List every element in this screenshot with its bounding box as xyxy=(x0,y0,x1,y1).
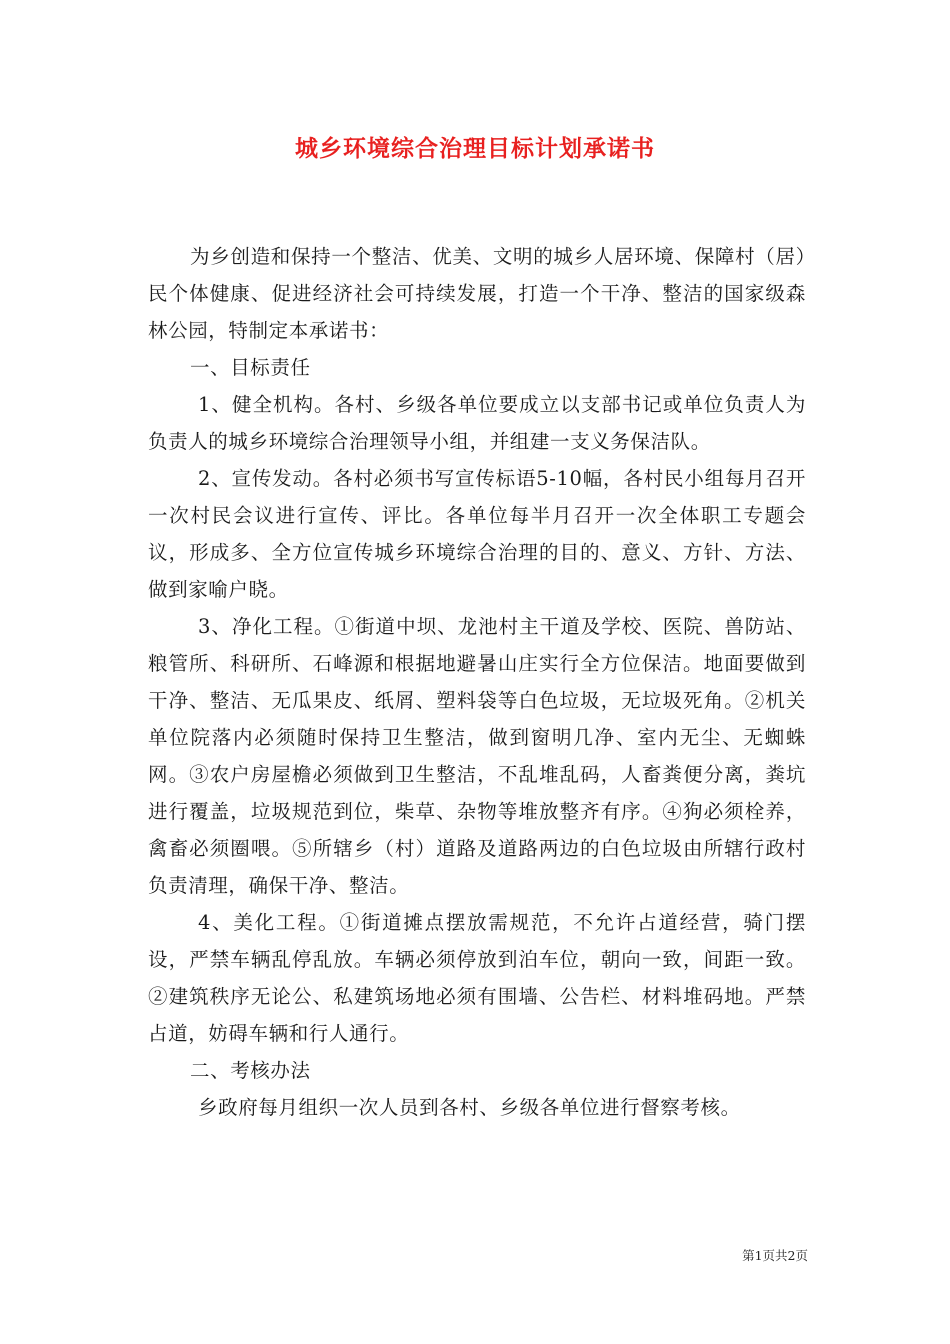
section-heading-assessment: 二、考核办法 xyxy=(190,1059,311,1082)
intro-paragraph: 为乡创造和保持一个整洁、优美、文明的城乡人居环境、保障村（居）民个体健康、促进经济社会可持续发展，打造一个干净、整洁的国家级森林公园，特制定本承诺书： xyxy=(148,245,806,342)
section-heading-goals: 一、目标责任 xyxy=(190,356,311,379)
item-paragraph-2: 2、宣传发动。各村必须书写宣传标语5-10幅，各村民小组每月召开一次村民会议进行宣传、评比。各单位每半月召开一次全体职工专题会议，形成多、全方位宣传城乡环境综合治理的目的、意义、方针、方法、做到家喻户晓。 xyxy=(148,467,806,601)
document-title: 城乡环境综合治理目标计划承诺书 xyxy=(295,135,655,162)
document-body xyxy=(148,238,806,1126)
item-paragraph-3: 3、净化工程。①街道中坝、龙池村主干道及学校、医院、兽防站、粮管所、科研所、石峰源和根据地避暑山庄实行全方位保洁。地面要做到干净、整洁、无瓜果皮、纸屑、塑料袋等白色垃圾，无垃圾死角。②机关单位院落内必须随时保持卫生整洁，做到窗明几净、室内无尘、无蜘蛛网。③农户房屋檐必须做到卫生整洁，不乱堆乱码，人畜粪便分离，粪坑进行覆盖，垃圾规范到位，柴草、杂物等堆放整齐有序。④狗必须栓养，禽畜必须圈喂。⑤所辖乡（村）道路及道路两边的白色垃圾由所辖行政村负责清理，确保干净、整洁。 xyxy=(148,615,806,897)
assessment-paragraph: 乡政府每月组织一次人员到各村、乡级各单位进行督察考核。 xyxy=(198,1096,741,1119)
item-paragraph-4: 4、美化工程。①街道摊点摆放需规范，不允许占道经营，骑门摆设，严禁车辆乱停乱放。车辆必须停放到泊车位，朝向一致，间距一致。②建筑秩序无论公、私建筑场地必须有围墙、公告栏、材料堆码地。严禁占道，妨碍车辆和行人通行。 xyxy=(148,911,806,1045)
page-number-footer: 第1页共2页 xyxy=(742,1248,808,1263)
item-paragraph-1: 1、健全机构。各村、乡级各单位要成立以支部书记或单位负责人为负责人的城乡环境综合治理领导小组，并组建一支义务保洁队。 xyxy=(148,393,806,453)
